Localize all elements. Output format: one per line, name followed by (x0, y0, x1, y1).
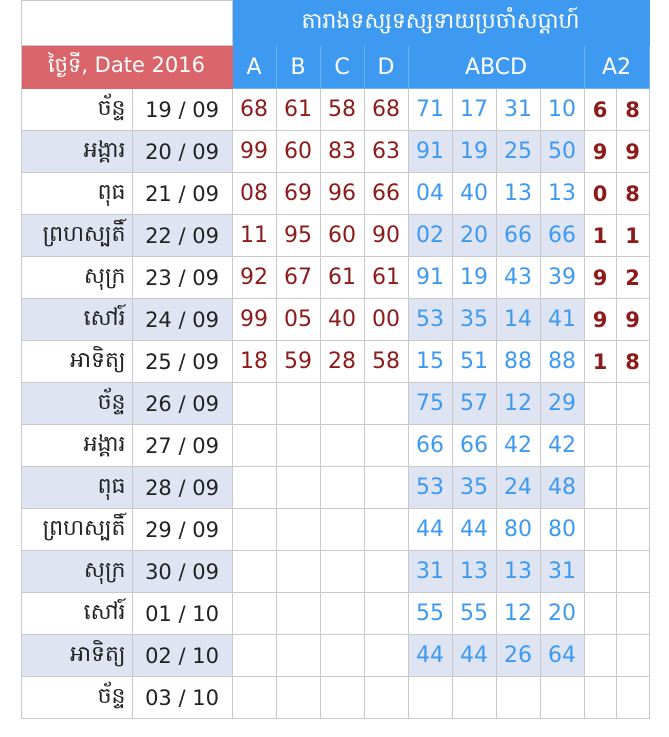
a2-cell[interactable] (584, 677, 616, 719)
prediction-cell[interactable]: 44 (452, 635, 496, 677)
prediction-cell[interactable]: 55 (408, 593, 452, 635)
prediction-cell[interactable]: 13 (540, 173, 584, 215)
prediction-cell[interactable]: 66 (452, 425, 496, 467)
a2-cell[interactable] (616, 593, 649, 635)
a2-cell[interactable]: 6 (584, 89, 616, 131)
result-cell[interactable] (232, 425, 276, 467)
a2-cell[interactable]: 8 (616, 89, 649, 131)
date-cell[interactable]: 20 / 09 (132, 131, 232, 173)
result-cell[interactable] (320, 425, 364, 467)
result-cell[interactable]: 69 (276, 173, 320, 215)
day-cell[interactable]: អង្គារ (21, 425, 132, 467)
day-cell[interactable]: ព្រហស្បតិ៍ (21, 509, 132, 551)
col-header-a: A (232, 46, 276, 89)
result-cell[interactable]: 40 (320, 299, 364, 341)
prediction-cell[interactable] (452, 677, 496, 719)
a2-cell[interactable]: 0 (584, 173, 616, 215)
a2-cell[interactable]: 1 (584, 215, 616, 257)
day-cell[interactable]: ច័ន្ទ (21, 383, 132, 425)
prediction-cell[interactable]: 55 (452, 593, 496, 635)
row-gutter (0, 173, 21, 215)
prediction-cell[interactable]: 80 (540, 509, 584, 551)
result-cell[interactable]: 68 (232, 89, 276, 131)
a2-cell[interactable]: 2 (616, 257, 649, 299)
prediction-cell[interactable]: 35 (452, 467, 496, 509)
result-cell[interactable] (276, 383, 320, 425)
prediction-cell[interactable]: 41 (540, 299, 584, 341)
prediction-cell[interactable] (540, 677, 584, 719)
table-row (0, 299, 649, 341)
result-cell[interactable] (276, 635, 320, 677)
prediction-cell[interactable]: 53 (408, 467, 452, 509)
prediction-cell[interactable]: 31 (408, 551, 452, 593)
result-cell[interactable] (320, 635, 364, 677)
table-row (0, 677, 649, 719)
prediction-cell[interactable]: 12 (496, 593, 540, 635)
col-header-d: D (364, 46, 408, 89)
prediction-cell[interactable]: 13 (496, 551, 540, 593)
prediction-cell[interactable]: 26 (496, 635, 540, 677)
a2-cell[interactable] (584, 551, 616, 593)
result-cell[interactable] (276, 509, 320, 551)
a2-cell[interactable]: 9 (584, 257, 616, 299)
result-cell[interactable] (364, 425, 408, 467)
day-cell[interactable]: ច័ន្ទ (21, 677, 132, 719)
result-cell[interactable] (276, 551, 320, 593)
col-header-abcd: ABCD (408, 46, 584, 89)
a2-cell[interactable]: 8 (616, 173, 649, 215)
result-cell[interactable]: 11 (232, 215, 276, 257)
table-row (0, 173, 649, 215)
row-gutter (0, 551, 21, 593)
date-cell[interactable]: 29 / 09 (132, 509, 232, 551)
result-cell[interactable]: 90 (364, 215, 408, 257)
prediction-cell[interactable]: 20 (540, 593, 584, 635)
result-cell[interactable] (276, 677, 320, 719)
result-cell[interactable]: 92 (232, 257, 276, 299)
prediction-cell[interactable]: 48 (540, 467, 584, 509)
result-cell[interactable] (320, 509, 364, 551)
a2-cell[interactable] (584, 383, 616, 425)
date-cell[interactable]: 03 / 10 (132, 677, 232, 719)
date-cell[interactable]: 19 / 09 (132, 89, 232, 131)
prediction-cell[interactable]: 88 (496, 341, 540, 383)
result-cell[interactable] (364, 593, 408, 635)
date-cell[interactable]: 23 / 09 (132, 257, 232, 299)
result-cell[interactable] (364, 635, 408, 677)
result-cell[interactable] (232, 467, 276, 509)
table-row (0, 89, 649, 131)
row-gutter (0, 677, 21, 719)
table-title: តារាងទស្សទស្សទាយប្រចាំសប្តាហ៍ (232, 1, 649, 46)
a2-cell[interactable]: 1 (584, 341, 616, 383)
result-cell[interactable]: 05 (276, 299, 320, 341)
date-cell[interactable]: 28 / 09 (132, 467, 232, 509)
table-row (0, 131, 649, 173)
prediction-cell[interactable]: 66 (540, 215, 584, 257)
col-header-b: B (276, 46, 320, 89)
result-cell[interactable]: 99 (232, 131, 276, 173)
prediction-cell[interactable]: 44 (408, 635, 452, 677)
table-row (0, 425, 649, 467)
a2-cell[interactable]: 9 (584, 131, 616, 173)
prediction-cell[interactable]: 04 (408, 173, 452, 215)
table-row (0, 509, 649, 551)
result-cell[interactable]: 96 (320, 173, 364, 215)
result-cell[interactable] (232, 383, 276, 425)
prediction-cell[interactable]: 17 (452, 89, 496, 131)
prediction-cell[interactable]: 66 (496, 215, 540, 257)
result-cell[interactable]: 08 (232, 173, 276, 215)
a2-cell[interactable] (616, 677, 649, 719)
row-gutter (0, 635, 21, 677)
result-cell[interactable]: 00 (364, 299, 408, 341)
result-cell[interactable]: 60 (320, 215, 364, 257)
result-cell[interactable] (232, 635, 276, 677)
prediction-cell[interactable]: 39 (540, 257, 584, 299)
prediction-cell[interactable]: 13 (496, 173, 540, 215)
prediction-cell[interactable]: 71 (408, 89, 452, 131)
table-row (0, 467, 649, 509)
prediction-cell[interactable]: 42 (540, 425, 584, 467)
prediction-cell[interactable]: 80 (496, 509, 540, 551)
result-cell[interactable] (320, 467, 364, 509)
prediction-cell[interactable]: 24 (496, 467, 540, 509)
result-cell[interactable] (364, 383, 408, 425)
table-row (0, 383, 649, 425)
a2-cell[interactable]: 9 (584, 299, 616, 341)
table-row (0, 341, 649, 383)
a2-cell[interactable]: 9 (616, 299, 649, 341)
row-gutter (0, 299, 21, 341)
result-cell[interactable]: 61 (320, 257, 364, 299)
prediction-cell[interactable]: 10 (540, 89, 584, 131)
row-gutter (0, 257, 21, 299)
result-cell[interactable]: 28 (320, 341, 364, 383)
prediction-cell[interactable]: 19 (452, 257, 496, 299)
table-row (0, 551, 649, 593)
date-cell[interactable]: 30 / 09 (132, 551, 232, 593)
result-cell[interactable]: 83 (320, 131, 364, 173)
result-cell[interactable] (320, 383, 364, 425)
result-cell[interactable]: 18 (232, 341, 276, 383)
result-cell[interactable]: 66 (364, 173, 408, 215)
date-cell[interactable]: 25 / 09 (132, 341, 232, 383)
a2-cell[interactable]: 8 (616, 341, 649, 383)
date-cell[interactable]: 27 / 09 (132, 425, 232, 467)
result-cell[interactable]: 68 (364, 89, 408, 131)
date-header: ថ្ងៃទី, Date 2016 (21, 46, 232, 89)
prediction-cell[interactable]: 12 (496, 383, 540, 425)
prediction-cell[interactable]: 02 (408, 215, 452, 257)
prediction-cell[interactable]: 31 (540, 551, 584, 593)
a2-cell[interactable] (584, 509, 616, 551)
date-cell[interactable]: 02 / 10 (132, 635, 232, 677)
prediction-cell[interactable]: 15 (408, 341, 452, 383)
result-cell[interactable] (232, 677, 276, 719)
day-cell[interactable]: ពុធ (21, 467, 132, 509)
prediction-cell[interactable]: 51 (452, 341, 496, 383)
a2-cell[interactable] (616, 635, 649, 677)
prediction-cell[interactable]: 35 (452, 299, 496, 341)
table-row (0, 215, 649, 257)
result-cell[interactable]: 61 (276, 89, 320, 131)
result-cell[interactable] (364, 467, 408, 509)
prediction-cell[interactable]: 43 (496, 257, 540, 299)
a2-cell[interactable] (584, 425, 616, 467)
day-cell[interactable]: អង្គារ (21, 131, 132, 173)
day-cell[interactable]: ព្រហស្បតិ៍ (21, 215, 132, 257)
a2-cell[interactable] (616, 467, 649, 509)
day-cell[interactable]: អាទិត្យ (21, 635, 132, 677)
a2-cell[interactable] (616, 425, 649, 467)
prediction-cell[interactable]: 50 (540, 131, 584, 173)
result-cell[interactable]: 58 (364, 341, 408, 383)
prediction-cell[interactable]: 44 (452, 509, 496, 551)
prediction-cell[interactable]: 25 (496, 131, 540, 173)
row-gutter (0, 131, 21, 173)
result-cell[interactable] (364, 677, 408, 719)
prediction-cell[interactable]: 57 (452, 383, 496, 425)
prediction-cell[interactable] (496, 677, 540, 719)
prediction-cell[interactable]: 91 (408, 257, 452, 299)
prediction-cell[interactable]: 44 (408, 509, 452, 551)
prediction-cell[interactable]: 53 (408, 299, 452, 341)
result-cell[interactable]: 60 (276, 131, 320, 173)
row-gutter (0, 1, 21, 46)
result-cell[interactable] (276, 593, 320, 635)
a2-cell[interactable]: 1 (616, 215, 649, 257)
row-gutter (0, 509, 21, 551)
result-cell[interactable] (232, 509, 276, 551)
day-cell[interactable]: សុក្រ (21, 257, 132, 299)
result-cell[interactable]: 61 (364, 257, 408, 299)
row-gutter (0, 593, 21, 635)
prediction-cell[interactable]: 31 (496, 89, 540, 131)
col-header-c: C (320, 46, 364, 89)
row-gutter (0, 215, 21, 257)
prediction-cell[interactable]: 88 (540, 341, 584, 383)
row-gutter (0, 467, 21, 509)
row-gutter (0, 425, 21, 467)
result-cell[interactable]: 99 (232, 299, 276, 341)
day-cell[interactable]: ច័ន្ទ (21, 89, 132, 131)
result-cell[interactable] (232, 551, 276, 593)
a2-cell[interactable]: 9 (616, 131, 649, 173)
result-cell[interactable]: 95 (276, 215, 320, 257)
prediction-cell[interactable]: 75 (408, 383, 452, 425)
date-cell[interactable]: 24 / 09 (132, 299, 232, 341)
table-row (0, 593, 649, 635)
date-cell[interactable]: 22 / 09 (132, 215, 232, 257)
table-row (0, 635, 649, 677)
prediction-cell[interactable] (408, 677, 452, 719)
prediction-cell[interactable]: 19 (452, 131, 496, 173)
date-cell[interactable]: 01 / 10 (132, 593, 232, 635)
prediction-cell[interactable]: 91 (408, 131, 452, 173)
prediction-cell[interactable]: 66 (408, 425, 452, 467)
prediction-cell[interactable]: 42 (496, 425, 540, 467)
result-cell[interactable] (232, 593, 276, 635)
result-cell[interactable] (276, 425, 320, 467)
result-cell[interactable]: 58 (320, 89, 364, 131)
day-cell[interactable]: សុក្រ (21, 551, 132, 593)
prediction-cell[interactable]: 40 (452, 173, 496, 215)
result-cell[interactable] (320, 551, 364, 593)
day-cell[interactable]: សៅរ៍ (21, 299, 132, 341)
row-gutter (0, 383, 21, 425)
day-cell[interactable]: សៅរ៍ (21, 593, 132, 635)
row-gutter (0, 341, 21, 383)
row-gutter (0, 89, 21, 131)
prediction-cell[interactable]: 13 (452, 551, 496, 593)
col-header-a2: A2 (584, 46, 649, 89)
date-cell[interactable]: 21 / 09 (132, 173, 232, 215)
a2-cell[interactable] (584, 593, 616, 635)
date-cell[interactable]: 26 / 09 (132, 383, 232, 425)
a2-cell[interactable] (616, 551, 649, 593)
prediction-cell[interactable]: 14 (496, 299, 540, 341)
prediction-cell[interactable]: 20 (452, 215, 496, 257)
a2-cell[interactable] (616, 383, 649, 425)
result-cell[interactable] (320, 593, 364, 635)
row-gutter (0, 46, 21, 89)
result-cell[interactable] (276, 467, 320, 509)
result-cell[interactable] (364, 551, 408, 593)
prediction-cell[interactable]: 64 (540, 635, 584, 677)
prediction-cell[interactable]: 29 (540, 383, 584, 425)
table-row (0, 257, 649, 299)
day-cell[interactable]: អាទិត្យ (21, 341, 132, 383)
result-cell[interactable]: 67 (276, 257, 320, 299)
result-cell[interactable] (364, 509, 408, 551)
a2-cell[interactable] (584, 467, 616, 509)
result-cell[interactable]: 63 (364, 131, 408, 173)
day-cell[interactable]: ពុធ (21, 173, 132, 215)
result-cell[interactable] (320, 677, 364, 719)
empty-cell[interactable] (21, 1, 232, 46)
a2-cell[interactable] (584, 635, 616, 677)
a2-cell[interactable] (616, 509, 649, 551)
result-cell[interactable]: 59 (276, 341, 320, 383)
